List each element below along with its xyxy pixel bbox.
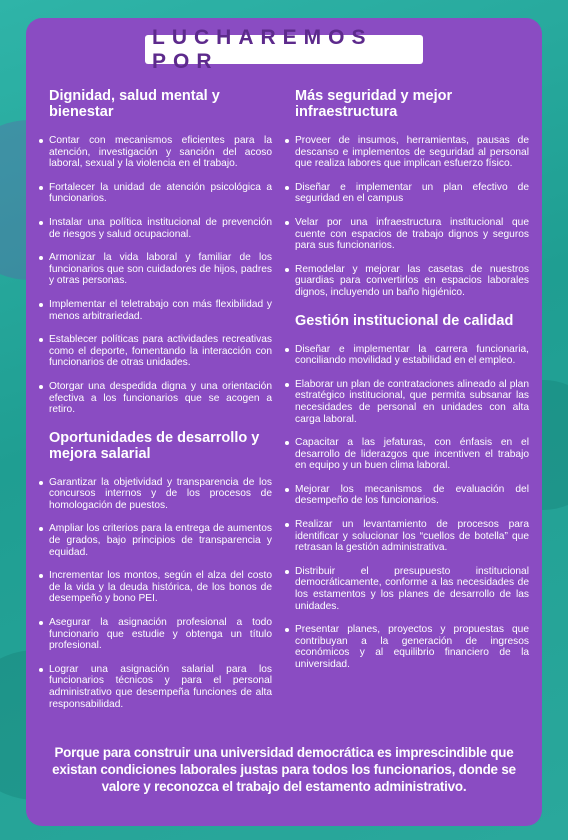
list-item: Remodelar y mejorar las casetas de nuestros guardias para convertirlos en espacios laborales dignos, incluyendo un baño higiénico. [285,264,529,299]
list-item: Capacitar a las jefaturas, con énfasis en el desarrollo de liderazgos que incentiven el trabajo en equipo y un buen clima laboral. [285,437,529,472]
list-item: Diseñar e implementar la carrera funcionaria, conciliando movilidad y estabilidad en el empleo. [285,344,529,367]
list-item: Garantizar la objetividad y transparencia de los concursos internos y de los procesos de homologación de puestos. [39,477,272,512]
section-title-seguridad: Más seguridad y mejor infraestructura [295,88,453,120]
list-item: Diseñar e implementar un plan efectivo de seguridad en el campus [285,182,529,205]
list-item: Lograr una asignación salarial para los funcionarios técnicos y para el personal administrativo que desempeña funciones de alta responsabilidad. [39,664,272,710]
list-item: Incrementar los montos, según el alza del costo de la vida y la deuda histórica, de los bonos de desempeño y bono PEI. [39,570,272,605]
list-item: Velar por una infraestructura institucional que cuente con espacios de trabajo dignos y seguros para sus funcionarios. [285,217,529,252]
list-item: Mejorar los mecanismos de evaluación del desempeño de los funcionarios. [285,484,529,507]
section-title-gestion: Gestión institucional de calidad [295,312,514,329]
list-dignidad [39,135,272,416]
left-column [39,88,272,722]
list-item: Otorgar una despedida digna y una orientación efectiva a los funcionarios que se acogen a retiro. [39,381,272,416]
right-column [285,88,529,683]
list-item: Asegurar la asignación profesional a todo funcionario que estudie y obtenga un título profesional. [39,617,272,652]
list-item: Realizar un levantamiento de procesos para identificar y solucionar los “cuellos de botella” que retrasan la gestión administrativa. [285,519,529,554]
section-title-dignidad: Dignidad, salud mental y bienestar [49,88,220,120]
list-oportunidades [39,477,272,711]
title-banner [145,25,423,73]
list-item: Fortalecer la unidad de atención psicológica a funcionarios. [39,182,272,205]
list-item: Presentar planes, proyectos y propuestas que contribuyan a la generación de ingresos económicos y al equilibrio financiero de la universidad. [285,624,529,670]
list-item: Implementar el teletrabajo con más flexibilidad y menos arbitrariedad. [39,299,272,322]
list-item: Establecer políticas para actividades recreativas como el deporte, fomentando la interacción con funcionarios de otras unidades. [39,334,272,369]
list-item: Instalar una política institucional de prevención de riesgos y salud ocupacional. [39,217,272,240]
list-item: Proveer de insumos, herramientas, pausas de descanso e implementos de seguridad al personal que realiza labores que implican esfuerzo físico. [285,135,529,170]
section-title-oportunidades: Oportunidades de desarrollo y mejora salarial [49,429,260,462]
page-title: LUCHAREMOS POR [152,25,373,73]
list-item: Elaborar un plan de contrataciones alineado al plan estratégico institucional, que permita subsanar las necesidades de personal en unidades con alta carga laboral. [285,379,529,425]
content-panel [26,18,542,826]
list-item: Armonizar la vida laboral y familiar de los funcionarios que son cuidadores de hijos, padres y otras personas. [39,252,272,287]
closing-statement: Porque para construir una universidad democrática es imprescindible que existan condiciones laborales justas para todos los funcionarios, donde se valore y reconozca el trabajo del estamento administrativo. [52,745,516,794]
list-item: Distribuir el presupuesto institucional democráticamente, conforme a las necesidades de los estamentos y los planes de desarrollo de las unidades. [285,566,529,612]
list-gestion [285,344,529,671]
list-seguridad [285,135,529,299]
list-item: Contar con mecanismos eficientes para la atención, investigación y sanción del acoso laboral, sexual y la violencia en el trabajo. [39,135,272,170]
list-item: Ampliar los criterios para la entrega de aumentos de grados, bajo principios de transparencia y equidad. [39,523,272,558]
